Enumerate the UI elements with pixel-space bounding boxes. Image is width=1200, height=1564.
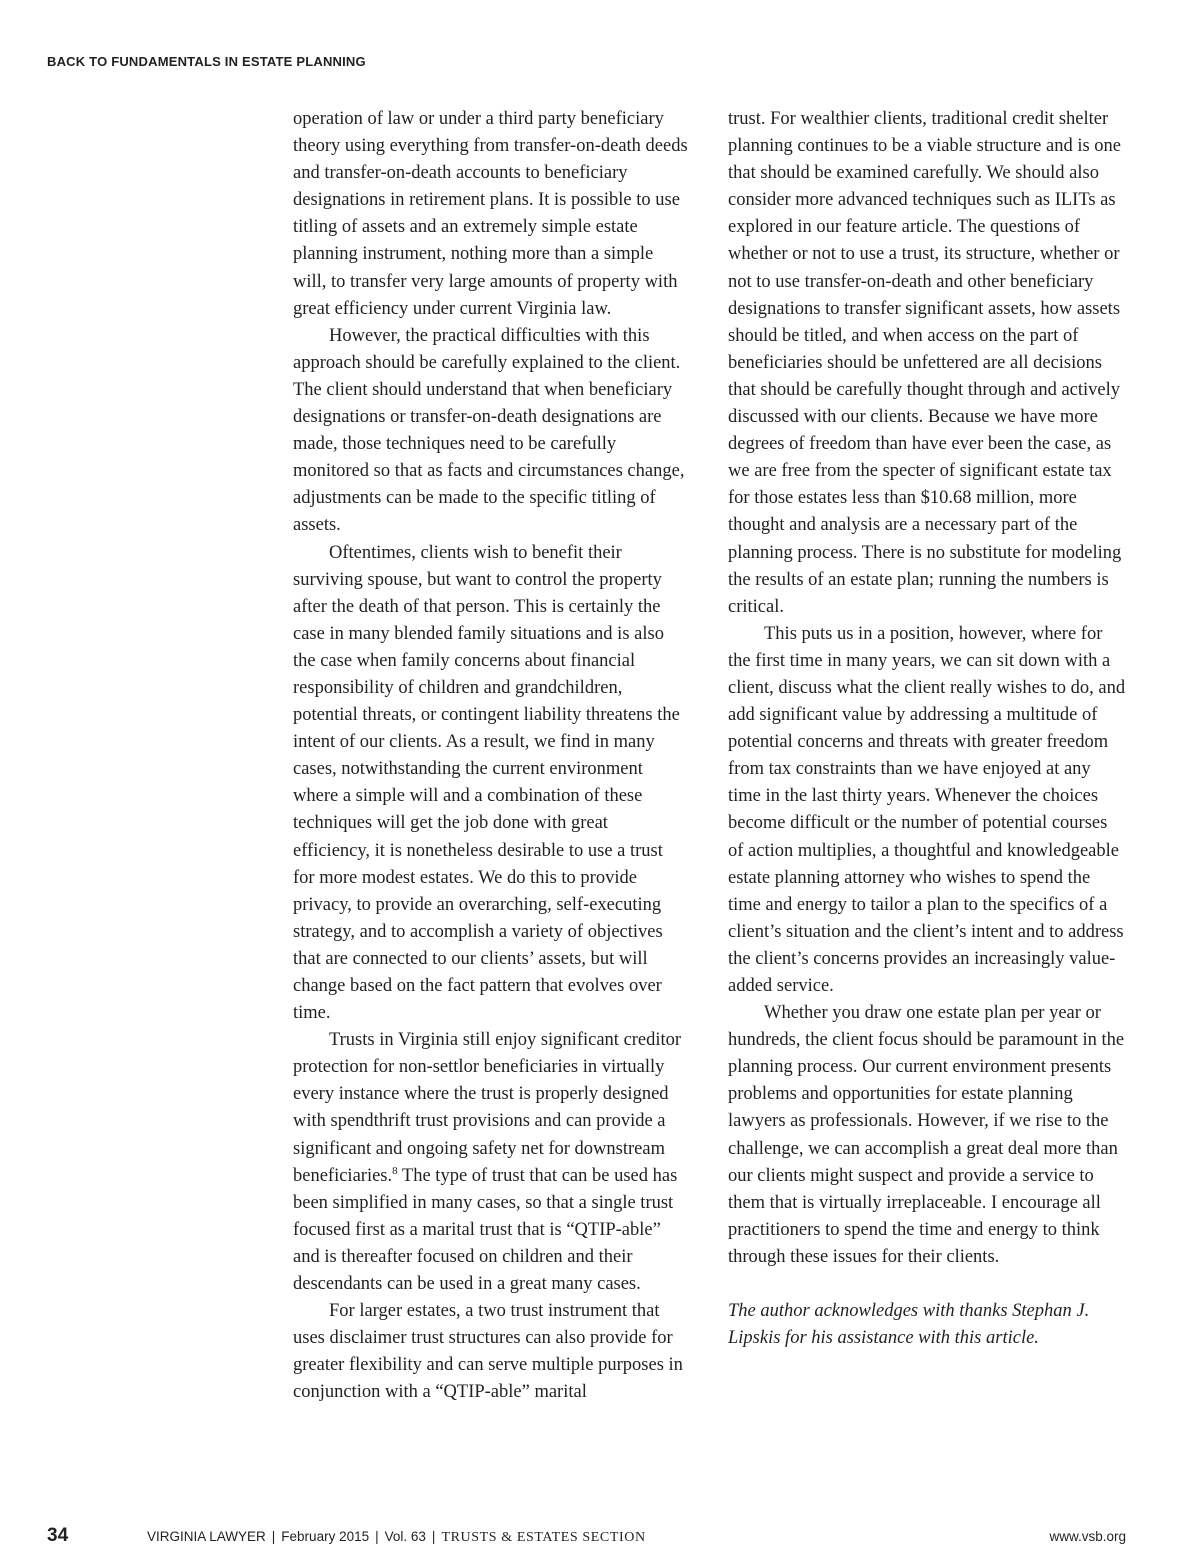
section-name: TRUSTS & ESTATES SECTION bbox=[441, 1530, 646, 1545]
publication-name: VIRGINIA LAWYER bbox=[147, 1529, 266, 1544]
body-paragraph: Whether you draw one estate plan per year or hundreds, the client focus should be paramount in the planning process. Our current environment presents problems and opportunities for estate planning lawyers as professionals. However, if we rise to the challenge, we can accomplish a great deal more than our clients might suspect and provide a service to them that is virtually irreplaceable. I encourage all practitioners to spend the time and energy to think through these issues for their clients. bbox=[728, 1003, 1125, 1267]
paragraph-text: Trusts in Virginia still enjoy significant creditor protection for non-settlor beneficiaries in virtually every instance where the trust is properly designed with spendthrift trust provisions and can provide a significant and ongoing safety net for downstream beneficiaries. bbox=[293, 1030, 682, 1186]
issue-date: February 2015 bbox=[281, 1529, 370, 1544]
footnote-reference: 8 bbox=[392, 1164, 398, 1177]
website-link[interactable]: www.vsb.org bbox=[1049, 1529, 1126, 1544]
running-head: BACK TO FUNDAMENTALS IN ESTATE PLANNING bbox=[47, 54, 366, 69]
left-column bbox=[293, 106, 689, 1407]
publication-line bbox=[147, 1529, 646, 1546]
separator: | bbox=[431, 1529, 436, 1544]
body-paragraph: For larger estates, a two trust instrument that uses disclaimer trust structures can also provide for greater flexibility and can serve multiple purposes in conjunction with a “QTIP-able” marital bbox=[293, 1301, 683, 1403]
body-paragraph bbox=[293, 1027, 689, 1298]
body-paragraph: operation of law or under a third party beneficiary theory using everything from transfer-on-death deeds and transfer-on-death accounts to beneficiary designations in retirement plans. It is possible to use titling of assets and an extremely simple estate planning instrument, nothing more than a simple will, to transfer very large amounts of property with great efficiency under current Virginia law. bbox=[293, 109, 688, 319]
page-number: 34 bbox=[47, 1525, 69, 1546]
separator: | bbox=[271, 1529, 276, 1544]
right-column bbox=[728, 106, 1126, 1352]
separator: | bbox=[375, 1529, 379, 1544]
body-paragraph: Oftentimes, clients wish to benefit their surviving spouse, but want to control the property after the death of that person. This is certainly the case in many blended family situations and is also the case when family concerns about financial responsibility of children and grandchildren, potential threats, or contingent liability threatens the intent of our clients. As a result, we find in many cases, notwithstanding the current environment where a simple will and a combination of these techniques will get the job done with great efficiency, it is nonetheless desirable to use a trust for more modest estates. We do this to provide privacy, to provide an overarching, self-executing strategy, and to accomplish a variety of objectives that are connected to our clients’ assets, but will change based on the fact pattern that evolves over time. bbox=[293, 542, 680, 1024]
paragraph-text: The type of trust that can be used has been simplified in many cases, so that a single trust focused first as a marital trust that is “QTIP-able” and is thereafter focused on children and their descendants can be used in a great many cases. bbox=[293, 1165, 678, 1295]
body-paragraph: trust. For wealthier clients, traditional credit shelter planning continues to be a viable structure and is one that should be examined carefully. We should also consider more advanced techniques such as ILITs as explored in our feature article. The questions of whether or not to use a trust, its structure, whether or not to use transfer-on-death and other beneficiary designations to transfer significant assets, how assets should be titled, and when access on the part of beneficiaries should be unfettered are all decisions that should be carefully thought through and actively discussed with our clients. Because we have more degrees of freedom than have ever been the case, as we are free from the specter of significant estate tax for those estates less than $10.68 million, more thought and analysis are a necessary part of the planning process. There is no substitute for modeling the results of an estate plan; running the numbers is critical. bbox=[728, 109, 1122, 617]
body-paragraph: This puts us in a position, however, where for the first time in many years, we can sit down with a client, discuss what the client really wishes to do, and add significant value by addressing a multitude of potential concerns and threats with greater freedom from tax constraints than we have enjoyed at any time in the last thirty years. Whenever the choices become difficult or the number of potential courses of action multiplies, a thoughtful and knowledgeable estate planning attorney who wishes to spend the time and energy to tailor a plan to the specifics of a client’s situation and the client’s intent and to address the client’s concerns provides an increasingly value-added service. bbox=[728, 623, 1126, 996]
body-paragraph: However, the practical difficulties with this approach should be carefully explained to the client. The client should understand that when beneficiary designations or transfer-on-death designations are made, those techniques need to be carefully monitored so that as facts and circumstances change, adjustments can be made to the specific titling of assets. bbox=[293, 325, 685, 536]
author-acknowledgment: The author acknowledges with thanks Stephan J. Lipskis for his assistance with this article. bbox=[728, 1301, 1090, 1349]
volume: Vol. 63 bbox=[384, 1529, 426, 1544]
